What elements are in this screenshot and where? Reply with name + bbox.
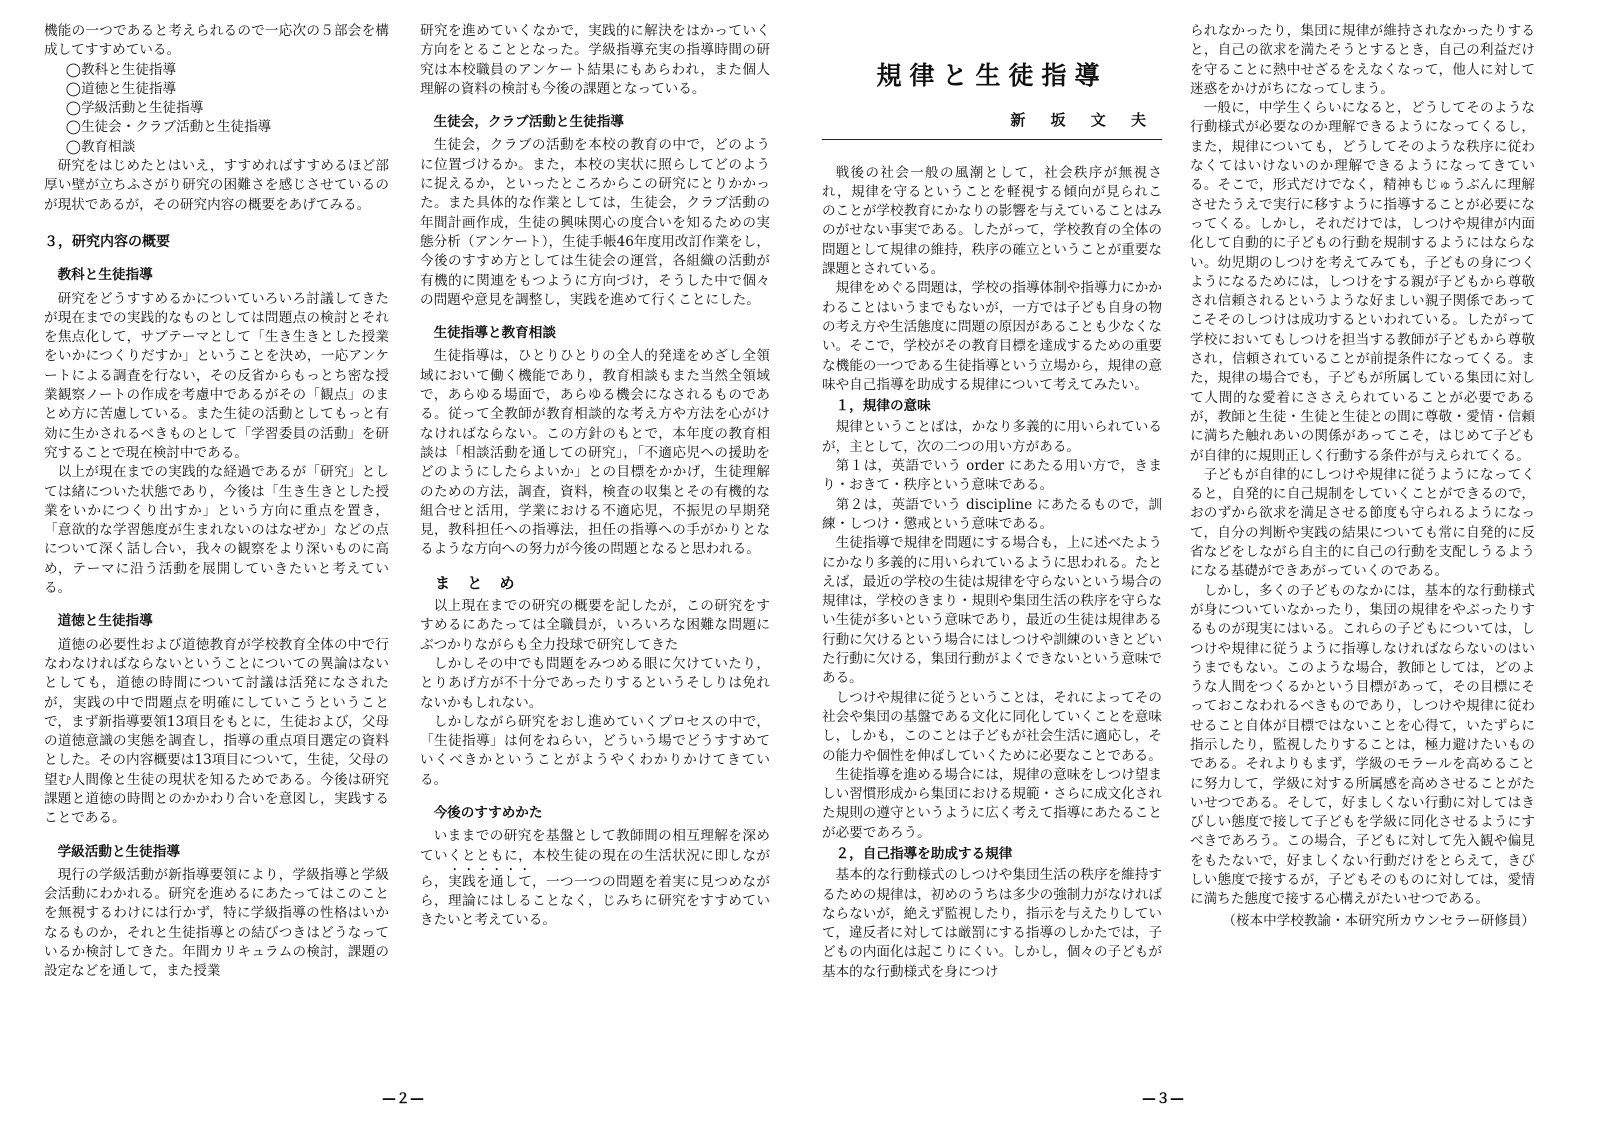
paragraph: しかしその中でも問題をみつめる眼に欠けていたり，とりあげ方が不十分であったりするというそしりは免れないかもしれない。 [420,655,770,711]
section-heading: １，規律の意味 [835,398,931,415]
subsection-heading: 学級活動と生徒指導 [57,843,180,860]
committee-item: ◯教科と生徒指導 [65,61,177,78]
section-heading-summary: ま と め [435,573,521,592]
paragraph: 以上が現在までの実践的な経過であるが「研究」としては緒についた状態であり，今後は「生き生きとした授業をいかにつくり出すか」という方向に重点を置き，「意欲的な学習態度が生まれないのはなぜか」などの点について深く話し合い，我々の観察をより深いものに高め，テーマに沿う活動を展開していきたいと考えている。 [44,464,389,597]
subsection-heading: 教科と生徒指導 [57,267,153,284]
text-run: いままでの研究を基盤として教師間の相互理解を深めていくとともに，本校生徒の現在の生活状況に即しながら， [420,828,770,890]
paragraph: 規律をめぐる問題は，学校の指導体制や指導力にかかわることはいうまでもないが，一方では子ども自身の物の考え方や生活態度に問題の原因があることも少なくない。そこで，学校がその教育目標を達成するための重要な機能の一つである生徒指導という立場から，規律の意味や自己指導を助成する規律について考えてみたい。 [822,280,1162,393]
section-heading: ３，研究内容の概要 [44,233,170,250]
title-rule [822,139,1162,140]
section-heading: ２，自己指導を助成する規律 [835,845,1013,862]
author-name: 新 坂 文 夫 [1010,111,1156,130]
committee-item: ◯学級活動と生徒指導 [65,100,204,117]
paragraph: 研究をはじめたとはいえ，すすめればすすめるほど部厚い壁が立ちふさがり研究の困難さを感じさせているのが現状であるが，その研究内容の概要をあげてみる。 [44,158,389,213]
emphasized-text: 実践を通して [448,873,532,890]
paragraph: 研究を進めていくなかで，実践的に解決をはかっていく方向をとることとなった。学級指導充実の指導時間の研究は本校職員のアンケート結果にもあらわれ，また個人理解の資料の検討も今後の課題となっている。 [420,23,770,97]
subsection-heading: 生徒会，クラブ活動と生徒指導 [433,114,624,131]
column-4 [1190,22,1535,1082]
paragraph: 研究をどうすすめるかについていろいろ討議してきたが現在までの実践的なものとしては問題点の検討とそれを焦点化して，サブテーマとして「生き生きとした授業をいかにつくりだすか」ということを決め，一応アンケートによる調査を行ない，その反省からもっとち密な授業観察ノートの作成を考慮中であるがその「観点」のまとめ方に苦慮している。また生徒の活動としてもっと有効に生かされるべきものとして「学習委員の活動」を研究することで現在検討中である。 [44,290,389,461]
paragraph: 生徒指導を進める場合には，規律の意味をしつけ望ましい習慣形成から集団における規範・さらに成文化された規則の遵守というように広く考えて指導にあたることが必要であろう。 [822,766,1162,841]
paragraph: 規律ということばは，かなり多義的に用いられているが，主として，次の二つの用い方がある。 [822,419,1162,455]
paragraph: しつけや規律に従うということは，それによってその社会や集団の基盤である文化に同化していくことを意味し，しかも，このことは子どもが社会生活に適応し，その能力や個性を伸ばしていくために必要なことである。 [822,689,1162,764]
paragraph: 一般に，中学生くらいになると，どうしてそのような行動様式が必要なのか理解できるようになってくるし，また，規律についても，どうしてそのような秩序に従わなくてはいけないのか理解できるようになってきている。そこで，形式だけでなく，精神もじゅうぶんに理解させたうえで実行に移すように指導することが必要になってくる。しかし，それだけでは，しつけや規律が内面化して自動的に子どもの行動を規制するようにはならない。幼児期のしつけを考えてみても，子どもの身につくようになるためには，しつけをする親が子どもから尊敬され信頼されるというような好ましい親子関係であってこそそのしつけは成功するといわれている。したがって学校においてもしつけを担当する教師が子どもから尊敬され，信頼されていることが前提条件になってくる。また，規律の場合でも，子どもが所属している集団に対して人間的な愛着にささえられていることが必要であるが，教師と生徒・生徒と生徒との間に尊敬・愛情・信頼に満ちた触れあいの関係があってこそ，はじめて子どもが自律的に規則正しく行動する条件が与えられてくる。 [1190,100,1535,464]
column-3 [822,22,1162,1082]
paragraph: 第２は，英語でいう discipline にあたるもので，訓練・しつけ・懲戒という意味である。 [822,496,1162,532]
text-run: ，一つ一つの問題を着実に見つめながら，理論にはしることなく，じみちに研究をすすめていきたいと考えている。 [420,873,770,929]
paragraph [420,827,770,930]
paragraph: 子どもが自律的にしつけや規律に従うようになってくると，自発的に自己規制をしていくことができるので，おのずから欲求を満足させる節度も守られるようになって，自分の判断や実践の結果についても常に自発的に反省などをしながら自主的に自己の行動を支配しうるようになる基礎ができあがっていくのである。 [1190,466,1535,580]
committee-item: ◯生徒会・クラブ活動と生徒指導 [65,119,272,136]
paragraph: 生徒会，クラブの活動を本校の教育の中で，どのように位置づけるか。また，本校の実状に照らしてどのように捉えるか，といったところからこの研究にとりかかった。また具体的な作業としては，生徒会，クラブ活動の年間計画作成，生徒の興味関心の度合いを知るための実態分析（アンケート），生徒手帳46年度用改訂作業をし，今後のすすめ方としては生徒会の運営，各組織の活動が有機的に関連をもつように方向づけ，そうした中で個々の問題や意見を調整し，実践を進めて行くことにした。 [420,137,770,308]
paragraph: 以上現在までの研究の概要を記したが，この研究をすすめるにあたっては全職員が，いろいろな困難な問題にぶつかりながらも全力投球で研究してきた [420,598,770,653]
paragraph: 第１は，英語でいう order にあたる用い方で，きまり・おきて・秩序という意味である。 [822,458,1162,494]
author-affiliation: （桜本中学校教諭・本研究所カウンセラー研修員） [1222,912,1535,929]
column-2 [420,22,770,1082]
paragraph: 機能の一つであると考えられるので一応次の５部会を構成してすすめている。 [44,23,389,59]
article-title: 規律と生徒指導 [876,61,1108,90]
subsection-heading: 生徒指導と教育相談 [433,325,556,342]
paragraph: しかし，多くの子どものなかには，基本的な行動様式が身についていなかったり，集団の規律をやぶったりするものが現実にはいる。これらの子どもについては，しつけや規律に従うように指導しなければならないのはいうまでもない。このような場合，教師としては，どのような人間をつくるかという目標があって，その目標にそっておこなわれるべきものであり，しつけや規律に従わせること自体が目標ではないことを心得て，いたずらに指示したり，監視したりすることは，極力避けたいものである。それよりもまず，学級のモラールを高めることに努力して，学級に対する所属感を高めさせることがたいせつである。そして，好ましくない行動に対してはきびしい態度で接して子どもを学級に同化させるようにすべきであろう。この場合，子どもに対して先入観や偏見をもたないで，好ましくない行動だけをとらえて，きびしい態度で接するが，子どもそのものに対しては，愛情に満ちた態度で接する心構えがたいせつである。 [1190,582,1535,908]
paragraph: 現行の学級活動が新指導要領により，学級指導と学級会活動にわかれる。研究を進めるにあたってはこのことを無視するわけには行かず，特に学級指導の性格はいかなるものか，それと生徒指導との結びつきはどうなっているか検討してきた。年間カリキュラムの検討，課題の設定などを通して，また授業 [44,866,389,980]
section-heading-future: 今後のすすめかた [433,804,543,821]
page-number: —２— [382,1091,424,1107]
committee-item: ◯道徳と生徒指導 [65,80,177,97]
paragraph: 戦後の社会一般の風潮として，社会秩序が無視され，規律を守るということを軽視する傾向が見られこのことが学校教育にかなりの影響を与えていることはみのがせない事実である。したがって，学校教育の全体の問題として規律の維持，秩序の確立ということが重要な課題とされている。 [822,164,1162,278]
paragraph: 基本的な行動様式のしつけや集団生活の秩序を維持するための規律は，初めのうちは多少の強制力がなければならないが，絶えず監視したり，指示を与えたりしていて，違反者に対しては厳罰にする指導のしかたでは，子どもの内面化は起こりにくい。しかし，個々の子どもが基本的な行動様式を身につけ [822,867,1162,980]
paragraph: 生徒指導は，ひとりひとりの全人的発達をめざし全領域において働く機能であり，教育相談もまた当然全領域で，あらゆる場面で，あらゆる機会になされるものである。従って全教師が教育相談的な考え方や方法を心がけなければならない。この方針のもとで，本年度の教育相談は「相談活動を通しての研究」，「不適応児への援助をどのようにしたらよいか」との目標をかかげ，生徒理解のための方法，調査，資料，検査の収集とその有機的な組合せと活用，学業における不適応児，不振児の早期発見，教科担任への指導法，担任の指導への手がかりとなるような方向への努力が今後の問題となると思われる。 [420,348,770,558]
paragraph: 道徳の必要性および道徳教育が学校教育全体の中で行なわなければならないということについての異論はないとしても，道徳の時間について討議は活発になされたが，実践の中で問題点を明確にしていこうということで，まず新指導要領13項目をもとに，生徒および，父母の道徳意識の実態を調査し，指導の重点項目選定の資料とした。その内容概要は13項目について，生徒，父母の望む人間像と生徒の現状を知るためである。今後は研究課題と道徳の時間とのかかわり合いを意図し，実践することである。 [44,636,389,827]
paragraph: 生徒指導で規律を問題にする場合も，上に述べたようにかなり多義的に用いられているように思われる。たとえば，最近の学校の生徒は規律を守らないという場合の規律は，学校のきまり・規則や集団生活の秩序を守らない生徒が多いという意味であり，最近の生徒は規律ある行動に欠けるという場合にはしつけや訓練のいきとどいた行動に欠ける，集団行動がよくできないという意味である。 [822,535,1162,687]
subsection-heading: 道徳と生徒指導 [57,613,153,630]
paragraph: しかしながら研究をおし進めていくプロセスの中で，「生徒指導」は何をねらい，どういう場でどうすすめていくべきかということがようやくわかりかけてきている。 [420,713,770,788]
column-1 [44,22,389,1082]
committee-item: ◯教育相談 [65,138,136,155]
paragraph: られなかったり，集団に規律が維持されなかったりすると，自己の欲求を満たそうとするとき，自己の利益だけを守ることに熱中せざるをえなくなって，他人に対して迷惑をかけがちになってしまう。 [1190,23,1535,97]
page-number: —３— [1142,1091,1184,1107]
page-3 [800,0,1600,1123]
